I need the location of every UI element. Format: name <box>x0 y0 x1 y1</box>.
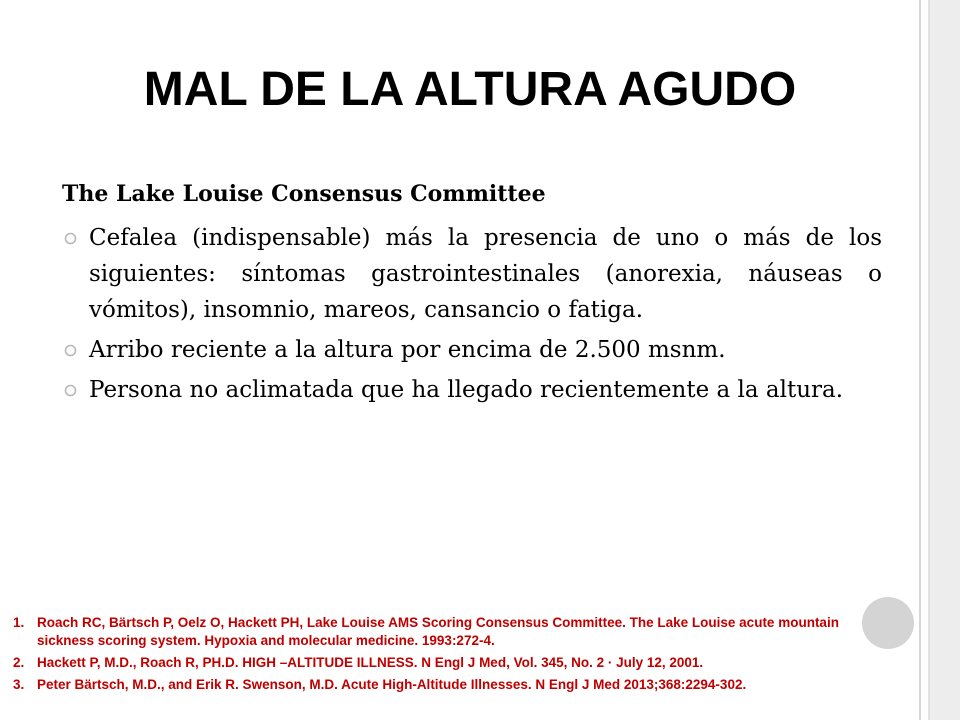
reference-text: Peter Bärtsch, M.D., and Erik R. Swenson, M.D. Acute High-Altitude Illnesses. N Engl J Med 2013;368:2294-302. <box>37 677 747 692</box>
circle-bullet-icon <box>64 344 77 357</box>
slide-body <box>62 172 882 408</box>
reference-item <box>13 654 883 672</box>
reference-list <box>13 614 883 698</box>
reference-number: 1. <box>13 615 25 630</box>
reference-text: Hackett P, M.D., Roach R, PH.D. HIGH –ALTITUDE ILLNESS. N Engl J Med, Vol. 345, No. 2 · July 12, 2001. <box>37 655 704 670</box>
slide-title: MAL DE LA ALTURA AGUDO <box>143 63 797 116</box>
bullet-text: Arribo reciente a la altura por encima de 2.500 msnm. <box>89 337 726 363</box>
bullet-list <box>62 220 882 408</box>
bullet-item <box>62 220 882 328</box>
circle-bullet-icon <box>64 384 77 397</box>
bullet-text: Persona no aclimatada que ha llegado recientemente a la altura. <box>89 377 844 403</box>
bullet-text: Cefalea (indispensable) más la presencia de uno o más de los siguientes: síntomas gastrointestinales (anorexia, náuseas o vómitos), insomnio, mareos, cansancio o fatiga. <box>89 225 882 323</box>
reference-item <box>13 614 883 650</box>
bullet-item <box>62 332 882 368</box>
reference-number: 3. <box>13 677 25 692</box>
subheading: The Lake Louise Consensus Committee <box>62 181 546 207</box>
bullet-item <box>62 372 882 408</box>
reference-item <box>13 676 883 694</box>
reference-number: 2. <box>13 655 25 670</box>
reference-text: Roach RC, Bärtsch P, Oelz O, Hackett PH, Lake Louise AMS Scoring Consensus Committee. The Lake Louise acute mountain sickness scoring system. Hypoxia and molecular medicine. 1993:272-4. <box>37 615 839 648</box>
circle-bullet-icon <box>64 232 77 245</box>
